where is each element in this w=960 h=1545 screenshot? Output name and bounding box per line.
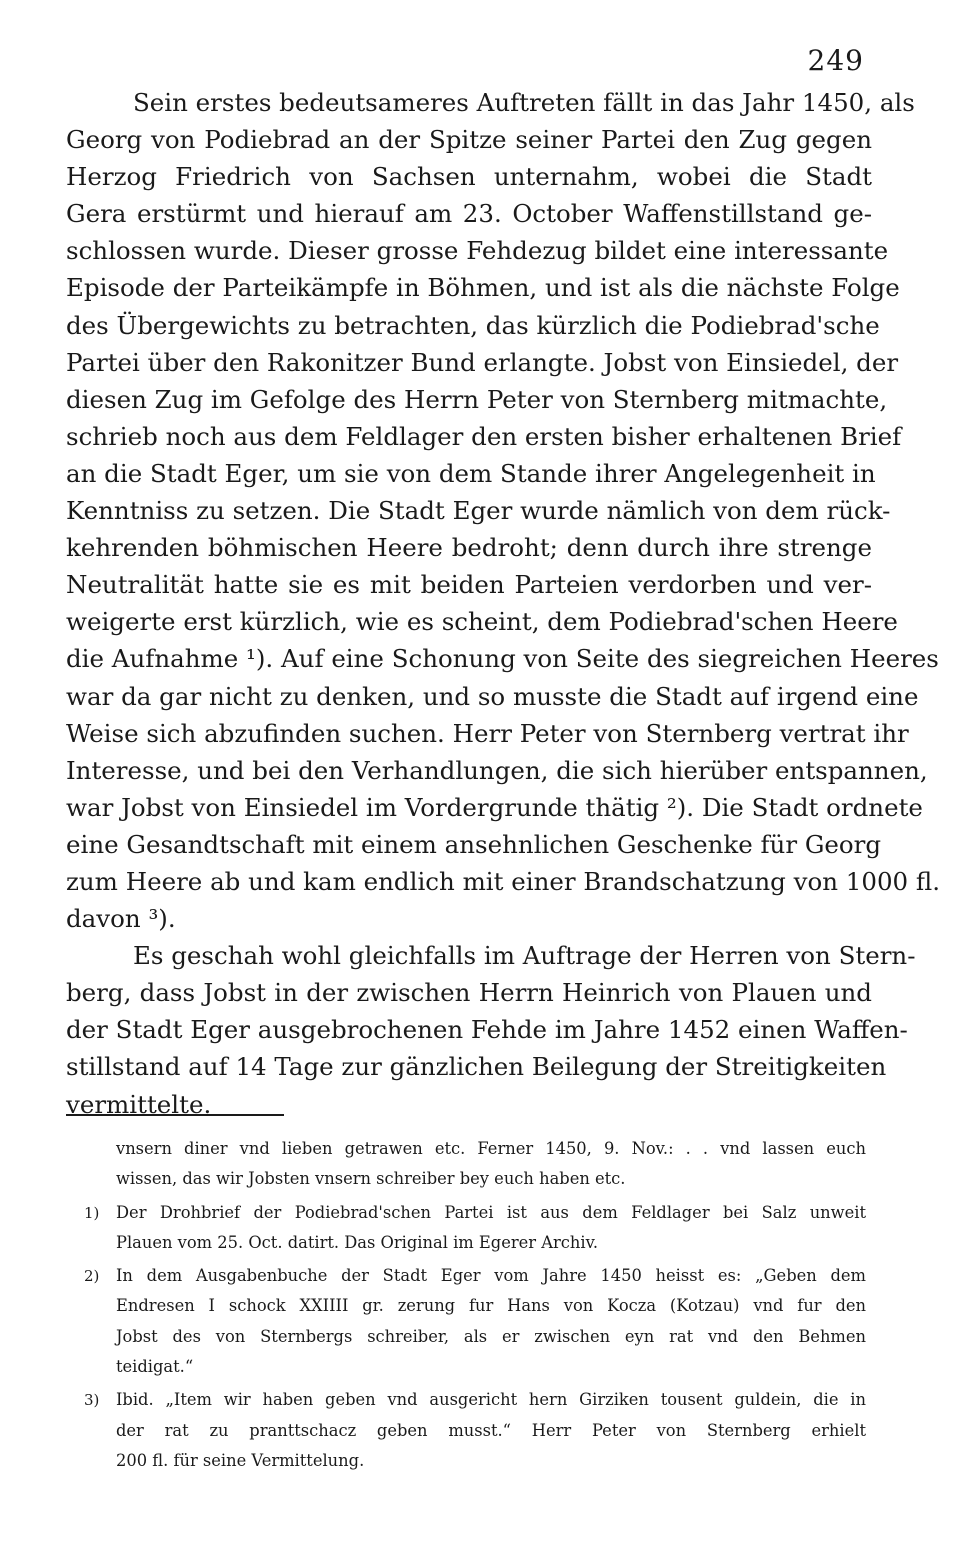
text-line: zum Heere ab und kam endlich mit einer Brandschatzung von 1000 fl.: [66, 866, 941, 896]
footnote: [84, 1134, 866, 1195]
text-line: schrieb noch aus dem Feldlager den ersten bisher erhaltenen Brief: [66, 421, 902, 451]
footnote-line: vnsern diner vnd lieben getrawen etc. Ferner 1450, 9. Nov.: . . vnd lassen euch: [116, 1139, 866, 1158]
text-line: der Stadt Eger ausgebrochenen Fehde im Jahre 1452 einen Waffen-: [66, 1015, 908, 1045]
text-line: war da gar nicht zu denken, und so musste die Stadt auf irgend eine: [66, 681, 919, 711]
footnote-line: [84, 1261, 866, 1291]
text-line: diesen Zug im Gefolge des Herrn Peter von Sternberg mitmachte,: [66, 384, 888, 414]
text-line: eine Gesandtschaft mit einem ansehnlichen Geschenke für Georg: [66, 829, 882, 859]
text-line: an die Stadt Eger, um sie von dem Stande ihrer Angelegenheit in: [66, 458, 876, 488]
text-line: schlossen wurde. Dieser grosse Fehdezug bildet eine interessante: [66, 236, 889, 266]
footnote-line: wissen, das wir Jobsten vnsern schreiber bey euch haben etc.: [116, 1169, 626, 1189]
text-line: Herzog Friedrich von Sachsen unternahm, wobei die Stadt: [66, 162, 872, 192]
text-line: vermittelte.: [66, 1089, 212, 1119]
text-line: berg, dass Jobst in der zwischen Herrn Heinrich von Plauen und: [66, 978, 872, 1008]
text-line: Partei über den Rakonitzer Bund erlangte. Jobst von Einsiedel, der: [66, 347, 899, 377]
footnote-mark: 1): [84, 1203, 100, 1222]
paragraph: [66, 84, 941, 937]
text-line: Kenntniss zu setzen. Die Stadt Eger wurde nämlich von dem rück-: [66, 496, 891, 526]
footnote-mark: 3): [84, 1391, 100, 1410]
text-line: kehrenden böhmischen Heere bedroht; denn durch ihre strenge: [66, 533, 872, 563]
text-line: stillstand auf 14 Tage zur gänzlichen Beilegung der Streitigkeiten: [66, 1052, 887, 1082]
footnote-line: Endresen I schock XXIIII gr. zerung fur Hans von Kocza (Kotzau) vnd fur den: [116, 1296, 866, 1316]
text-line: Episode der Parteikämpfe in Böhmen, und ist als die nächste Folge: [66, 273, 900, 303]
text-line: Neutralität hatte sie es mit beiden Parteien verdorben und ver-: [66, 570, 872, 600]
footnote: [84, 1261, 866, 1382]
text-line: weigerte erst kürzlich, wie es scheint, dem Podiebrad'schen Heere: [66, 607, 898, 637]
footnote: [84, 1385, 866, 1476]
text-line: des Übergewichts zu betrachten, das kürzlich die Podiebrad'sche: [66, 310, 880, 340]
footnotes: [84, 1134, 866, 1479]
footnote-text: Ibid. „Item wir haben geben vnd ausgericht hern Girziken tousent guldein, die in: [116, 1390, 866, 1410]
text-line: Georg von Podiebrad an der Spitze seiner Partei den Zug gegen: [66, 125, 872, 155]
footnote-line: 200 fl. für seine Vermittelung.: [116, 1450, 365, 1470]
text-line: Interesse, und bei den Verhandlungen, die sich hierüber entspannen,: [66, 755, 928, 785]
footnote-line: Plauen vom 25. Oct. datirt. Das Original im Egerer Archiv.: [116, 1232, 599, 1252]
paragraph: [66, 937, 916, 1122]
text-line: Sein erstes bedeutsameres Auftreten fällt in das Jahr 1450, als: [133, 88, 915, 117]
footnote-line: Jobst des von Sternbergs schreiber, als er zwischen eyn rat vnd den Behmen: [116, 1326, 866, 1346]
footnote-line: der rat zu pranttschacz geben musst.“ Herr Peter von Sternberg erhielt: [116, 1420, 866, 1440]
footnote-line: teidigat.“: [116, 1357, 194, 1377]
footnote-separator: [66, 1114, 284, 1116]
text-line: war Jobst von Einsiedel im Vordergrunde thätig ²). Die Stadt ordnete: [66, 792, 923, 822]
footnote-line: [84, 1385, 866, 1415]
main-text: [66, 84, 941, 1123]
footnote-line: [84, 1198, 866, 1228]
text-line: Weise sich abzufinden suchen. Herr Peter von Sternberg vertrat ihr: [66, 718, 909, 748]
text-line: die Aufnahme ¹). Auf eine Schonung von Seite des siegreichen Heeres: [66, 644, 939, 674]
text-line: Es geschah wohl gleichfalls im Auftrage der Herren von Stern-: [133, 941, 916, 971]
footnote-text: In dem Ausgabenbuche der Stadt Eger vom Jahre 1450 heisst es: „Geben dem: [116, 1266, 866, 1286]
footnote: [84, 1198, 866, 1259]
footnote-text: Der Drohbrief der Podiebrad'schen Partei ist aus dem Feldlager bei Salz unweit: [116, 1202, 866, 1222]
footnote-mark: 2): [84, 1267, 100, 1286]
text-line: davon ³).: [66, 904, 176, 934]
page-number: 249: [807, 44, 864, 77]
text-line: Gera erstürmt und hierauf am 23. October Waffenstillstand ge-: [66, 199, 872, 229]
